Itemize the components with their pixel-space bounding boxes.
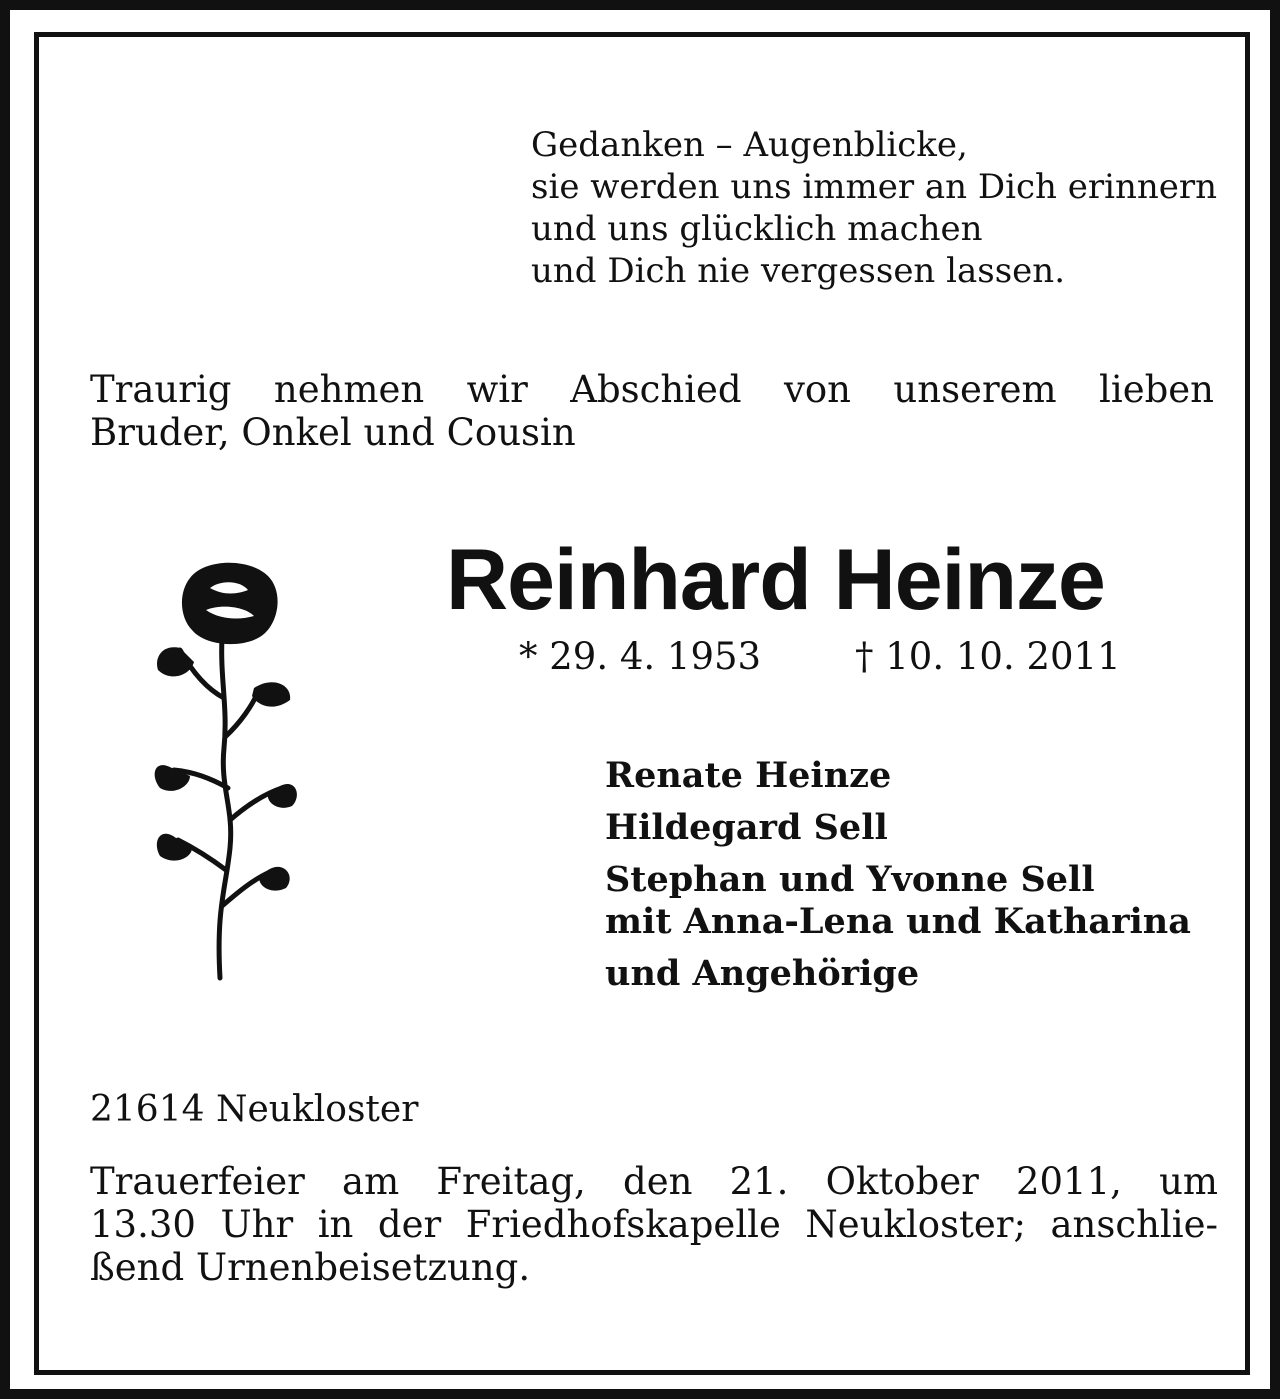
deceased-name: Reinhard Heinze — [446, 532, 1105, 628]
family-member: mit Anna-Lena und Katharina — [605, 901, 1191, 942]
family-member: Renate Heinze — [605, 755, 892, 796]
family-member: Stephan und Yvonne Sell — [605, 859, 1095, 900]
intro-line: Traurig nehmen wir Abschied von unserem lieben — [90, 368, 1214, 411]
funeral-service-info — [90, 1160, 1218, 1289]
death-date: † 10. 10. 2011 — [855, 635, 1121, 678]
poem-line: und Dich nie vergessen lassen. — [531, 251, 1066, 291]
family-member: und Angehörige — [605, 953, 920, 994]
mourning-family — [605, 755, 1191, 995]
service-line: ßend Urnenbeisetzung. — [90, 1246, 531, 1289]
memorial-poem — [531, 124, 1217, 292]
address-line: 21614 Neukloster — [90, 1089, 419, 1130]
family-member: Hildegard Sell — [605, 807, 888, 848]
poem-line: und uns glücklich machen — [531, 209, 983, 249]
birth-date: * 29. 4. 1953 — [519, 635, 762, 678]
service-line: 13.30 Uhr in der Friedhofskapelle Neukloster; anschlie- — [90, 1203, 1218, 1246]
intro-line: Bruder, Onkel und Cousin — [90, 411, 576, 454]
poem-line: Gedanken – Augenblicke, — [531, 125, 968, 165]
poem-line: sie werden uns immer an Dich erinnern — [531, 167, 1218, 207]
farewell-intro — [90, 368, 1214, 454]
rose-icon — [150, 558, 300, 988]
service-line: Trauerfeier am Freitag, den 21. Oktober 2011, um — [90, 1160, 1218, 1203]
